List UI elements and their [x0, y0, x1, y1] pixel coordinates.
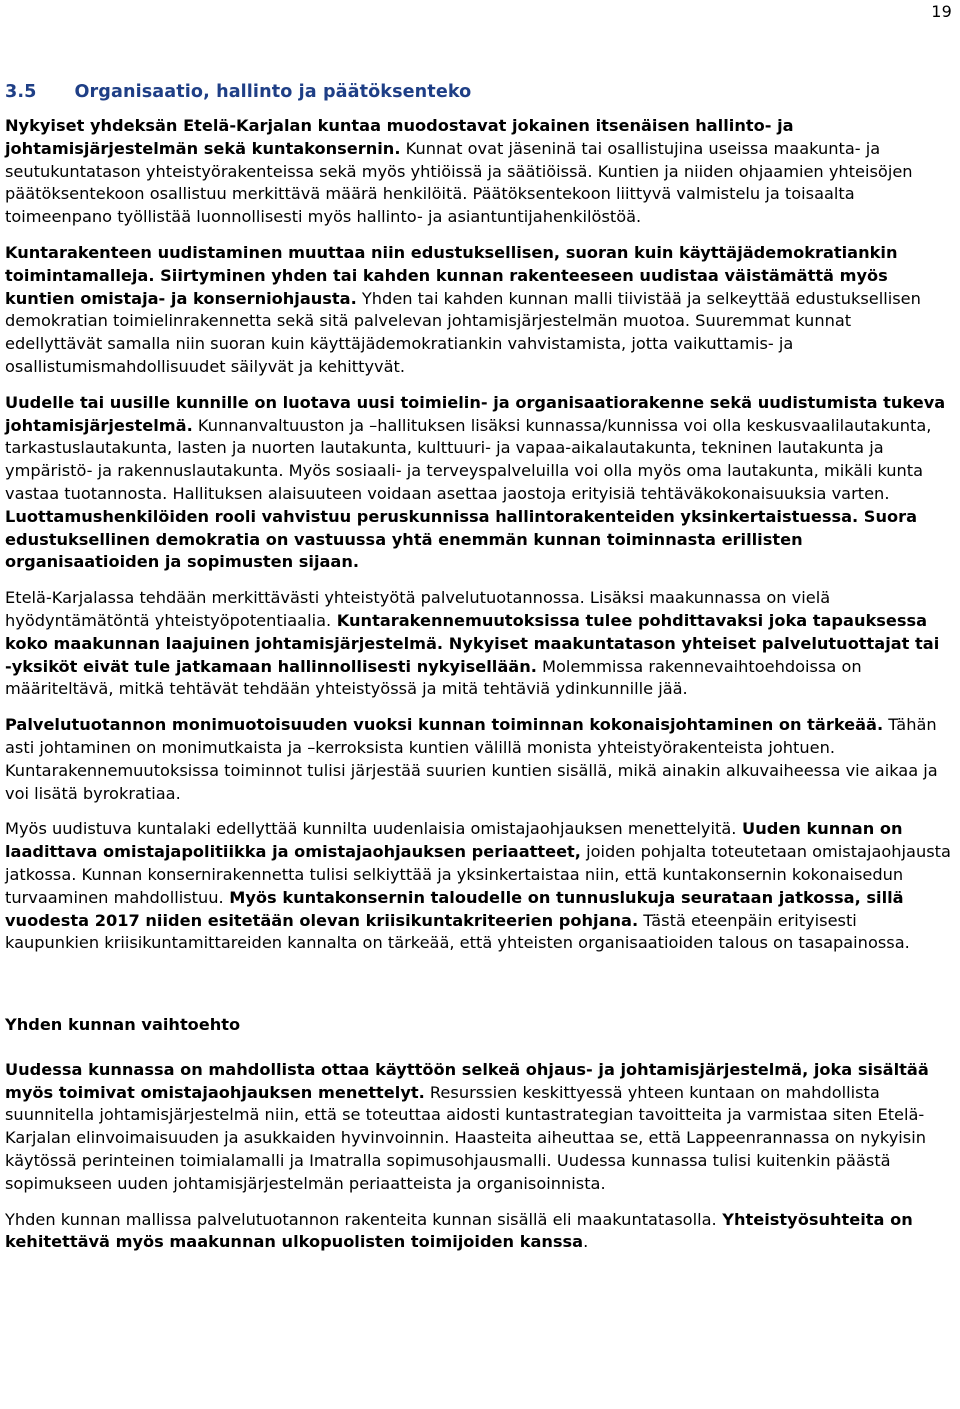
paragraph-segment: Palvelutuotannon monimuotoisuuden vuoksi kunnan toiminnan kokonaisjohtaminen on tärkeää.: [5, 715, 884, 735]
section-heading: [5, 80, 951, 104]
paragraph-segment: Tästä eteenpäin erityisesti kaupunkien kriisikuntamittareiden kannalta on tärkeää, että yhteisten organisaatioiden talous on tasapainossa.: [5, 910, 910, 953]
section-spacer: [5, 968, 951, 1014]
paragraph-segment: Yhden kunnan mallissa palvelutuotannon rakenteita kunnan sisällä eli maakuntatasolla.: [5, 1209, 717, 1229]
paragraph-segment: Molemmissa rakennevaihtoehdoissa on määriteltävä, mitkä tehtävät tehdään yhteistyössä ja mitä tehtäviä ydinkunnille jää.: [5, 656, 862, 699]
paragraph-current-municipalities: [5, 115, 951, 229]
paragraph-single-municipality: [5, 1059, 951, 1196]
paragraph-segment: Kunnanvaltuuston ja –hallituksen lisäksi kunnassa/kunnissa voi olla keskusvaalilautakunta, tarkastuslautakunta, lasten ja nuorten lautakunta, kulttuuri- ja vapaa-aikalautakunta, tekninen lautakunta ja ympäristö- ja rakennuslautakunta. Myös sosiaali- ja terveyspalveluilla voi olla myös oma lautakunta, mikäli kunta vastaa tuotannosta. Hallituksen alaisuuteen voidaan asettaa jaostoja erityisiä tehtäväkokonaisuuksia varten.: [5, 415, 932, 503]
paragraph-segment: Luottamushenkilöiden rooli vahvistuu peruskunnissa hallintorakenteiden yksinkertaistuessa. Suora edustuksellinen demokratia on vastuussa yhtä enemmän kunnan toiminnasta erillisten organisaatioiden ja sopimusten sijaan.: [5, 506, 918, 572]
paragraph-regional-cooperation: [5, 587, 951, 701]
subsection-heading: Yhden kunnan vaihtoehto: [5, 1015, 241, 1035]
paragraph-segment: Kuntarakenteen uudistaminen muuttaa niin edustuksellisen, suoran kuin käyttäjädemokratiankin toimintamalleja. Siirtyminen yhden tai kahden kunnan rakenteeseen uudistaa väistämättä myös kuntien omistaja- ja konserniohjausta.: [5, 242, 898, 308]
document-body: [5, 80, 951, 1267]
paragraph-democracy-reform: [5, 242, 951, 379]
section-number: 3.5: [5, 82, 37, 102]
paragraph-single-municipality-cooperation: [5, 1209, 951, 1255]
paragraph-segment: Tähän asti johtaminen on monimutkaista ja –kerroksista kuntien välillä monista yhteistyörakenteista johtuen. Kuntarakennemuutoksissa toiminnot tulisi järjestää suurien kuntien sisällä, mikä ainakin alkuvaiheessa vie aikaa ja voi lisätä byrokratiaa.: [5, 715, 938, 803]
paragraph-segment: Uuden kunnan on laadittava omistajapolitiikka ja omistajaohjauksen periaatteet,: [5, 819, 903, 862]
paragraph-new-organisation: [5, 392, 951, 574]
paragraph-segment: Etelä-Karjalassa tehdään merkittävästi yhteistyötä palvelutuotannossa. Lisäksi maakunnassa on vielä hyödyntämätöntä yhteistyöpotentiaalia.: [5, 588, 831, 630]
paragraph-segment: Uudelle tai uusille kunnille on luotava uusi toimielin- ja organisaatiorakenne sekä uudistumista tukeva johtamisjärjestelmä.: [5, 392, 946, 435]
page-number: 19: [931, 2, 952, 21]
paragraph-segment: Myös uudistuva kuntalaki edellyttää kunnilta uudenlaisia omistajaohjauksen menettelyitä.: [5, 819, 737, 839]
paragraph-segment: Resurssien keskittyessä yhteen kuntaan on mahdollista suunnitella johtamisjärjestelmä niin, että se toteuttaa aidosti kuntastrategian tavoitteita ja varmistaa siten Etelä-Karjalan elinvoimaisuuden ja asukkaiden hyvinvoinnin. Haasteita aiheuttaa se, että Lappeenrannassa on nykyisin käytössä perinteinen toimialamalli ja Imatralla sopimusohjausmalli. Uudessa kunnassa tulisi kuitenkin päästä sopimukseen uuden johtamisjärjestelmän periaatteista ja organisoinnista.: [5, 1082, 926, 1193]
paragraph-segment: Uudessa kunnassa on mahdollista ottaa käyttöön selkeä ohjaus- ja johtamisjärjestelmä, joka sisältää myös toimivat omistajaohjauksen menettelyt.: [5, 1059, 929, 1102]
paragraph-segment: .: [583, 1232, 589, 1252]
paragraph-segment: Myös kuntakonsernin taloudelle on tunnuslukuja seurataan jatkossa, sillä vuodesta 2017 niiden esitetään olevan kriisikuntakriteerien pohjana.: [5, 887, 904, 930]
paragraph-segment: Kunnat ovat jäseninä tai osallistujina useissa maakunta- ja seutukuntatason yhteistyörakenteissa sekä myös yhtiöissä ja säätiöissä. Kuntien ja niiden ohjaamien yhteisöjen päätöksentekoon osallistuu merkittävä määrä henkilöitä. Päätöksentekoon liittyvä valmistelu ja toisaalta toimeenpano työllistää luonnollisesti myös hallinto- ja asiantuntijahenkilöstöä.: [5, 138, 913, 227]
paragraph-segment: Yhteistyösuhteita on kehitettävä myös maakunnan ulkopuolisten toimijoiden kanssa: [5, 1209, 913, 1252]
paragraph-ownership-steering: [5, 818, 951, 955]
section-title: Organisaatio, hallinto ja päätöksenteko: [74, 82, 472, 102]
paragraph-segment: Nykyiset yhdeksän Etelä-Karjalan kuntaa muodostavat jokainen itsenäisen hallinto- ja johtamisjärjestelmän sekä kuntakonsernin.: [5, 116, 794, 158]
paragraph-segment: Yhden tai kahden kunnan malli tiivistää ja selkeyttää edustuksellisen demokratian toimielinrakennetta sekä sitä palvelevan johtamisjärjestelmän muotoa. Suuremmat kunnat edellyttävät samalla niin suoran kuin käyttäjädemokratiankin vahvistamista, jotta vaikuttamis- ja osallistumismahdollisuudet säilyvät ja kehittyvät.: [5, 288, 921, 376]
paragraph-segment: Kuntarakennemuutoksissa tulee pohdittavaksi joka tapauksessa koko maakunnan laajuinen johtamisjärjestelmä. Nykyiset maakuntatason yhteiset palvelutuottajat tai -yksiköt eivät tule jatkamaan hallinnollisesti nykyisellään.: [5, 610, 940, 676]
paragraph-overall-management: [5, 714, 951, 805]
paragraph-segment: joiden pohjalta toteutetaan omistajaohjausta jatkossa. Kunnan konsernirakennetta tulisi selkiyttää ja yksinkertaistaa niin, että kuntakonsernin kokonaisedun turvaaminen mahdollistuu.: [5, 842, 951, 907]
